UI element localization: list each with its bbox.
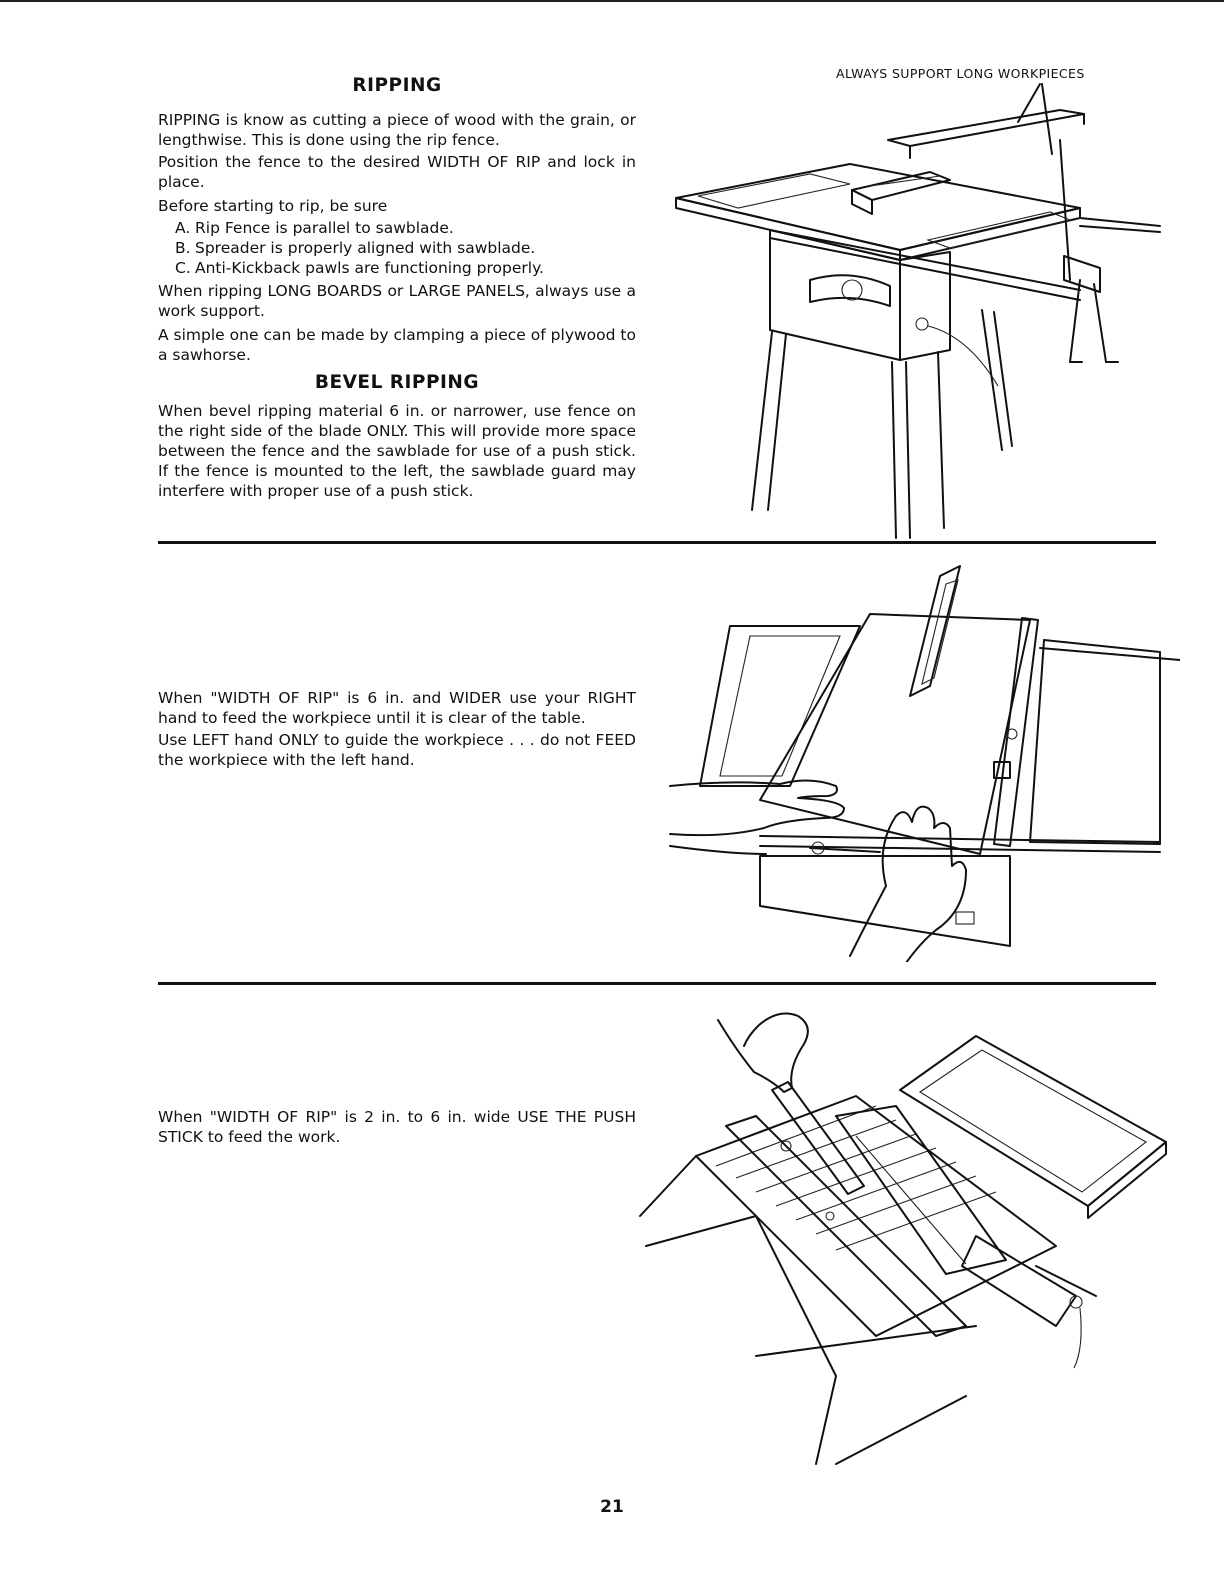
workpiece	[962, 1236, 1076, 1326]
top-border-line	[0, 0, 1224, 2]
ripping-paragraph-plywood: A simple one can be made by clamping a piece of plywood to a sawhorse.	[158, 326, 636, 364]
saw-leg	[982, 310, 1002, 450]
wide-rip-paragraph-guide: Use LEFT hand ONLY to guide the workpiece . . . do not FEED the workpiece with the left hand.	[158, 731, 636, 769]
ripping-paragraph-definition: RIPPING is know as cutting a piece of wood with the grain, or lengthwise. This is done using the rip fence.	[158, 111, 636, 149]
saw-cabinet	[770, 230, 900, 360]
ripping-paragraph-position: Position the fence to the desired WIDTH OF RIP and lock in place.	[158, 153, 636, 191]
table-saw-long-workpiece-illustration	[660, 80, 1180, 542]
ripping-checklist	[158, 218, 636, 278]
saw-table-top	[696, 1096, 1056, 1336]
bevel-ripping-heading: BEVEL RIPPING	[314, 372, 480, 393]
hand	[718, 1014, 808, 1092]
checklist-text: Spreader is properly aligned with sawblade.	[195, 239, 536, 257]
figure-caption: ALWAYS SUPPORT LONG WORKPIECES	[836, 66, 1085, 81]
caption-arrow	[1042, 84, 1052, 154]
push-stick-illustration	[636, 996, 1176, 1466]
wide-rip-section	[158, 688, 636, 772]
checklist-letter: A.	[175, 219, 191, 237]
bevel-ripping-paragraph: When bevel ripping material 6 in. or narrower, use fence on the right side of the blade ONLY. This will provide more space between the fence and the sawblade for use of a push stick. If the fence is mounted to the left, the sawblade guard may interfere with proper use of a push stick.	[158, 402, 636, 500]
saw-leg	[892, 362, 896, 538]
wide-rip-paragraph-feed: When "WIDTH OF RIP" is 6 in. and WIDER use your RIGHT hand to feed the workpiece until it is clear of the table.	[158, 689, 636, 727]
narrow-rip-section	[158, 1107, 636, 1149]
ripping-heading: RIPPING	[352, 75, 442, 96]
checklist-letter: C.	[175, 259, 191, 277]
checklist-letter: B.	[175, 239, 191, 257]
page-number: 21	[600, 1497, 624, 1517]
section-divider	[158, 982, 1156, 985]
narrow-rip-paragraph: When "WIDTH OF RIP" is 2 in. to 6 in. wide USE THE PUSH STICK to feed the work.	[158, 1108, 636, 1146]
ripping-paragraph-support: When ripping LONG BOARDS or LARGE PANELS, always use a work support.	[158, 282, 636, 320]
checklist-item	[175, 218, 636, 238]
checklist-item	[175, 238, 636, 258]
checklist-text: Anti-Kickback pawls are functioning properly.	[195, 259, 544, 277]
wide-rip-hands-illustration	[660, 556, 1180, 962]
saw-table-top	[676, 164, 1080, 250]
long-workpiece	[888, 110, 1084, 146]
saw-cabinet	[760, 856, 1010, 946]
right-table-extension	[900, 1036, 1166, 1206]
left-table-extension	[640, 1156, 836, 1464]
left-table-extension	[700, 626, 860, 786]
checklist-text: Rip Fence is parallel to sawblade.	[195, 219, 454, 237]
right-hand	[850, 807, 966, 962]
right-table-extension	[1030, 640, 1160, 844]
left-hand	[670, 780, 844, 835]
saw-leg	[752, 332, 772, 510]
ripping-section	[158, 76, 636, 503]
checklist-item	[175, 258, 636, 278]
ripping-paragraph-before: Before starting to rip, be sure	[158, 197, 388, 215]
